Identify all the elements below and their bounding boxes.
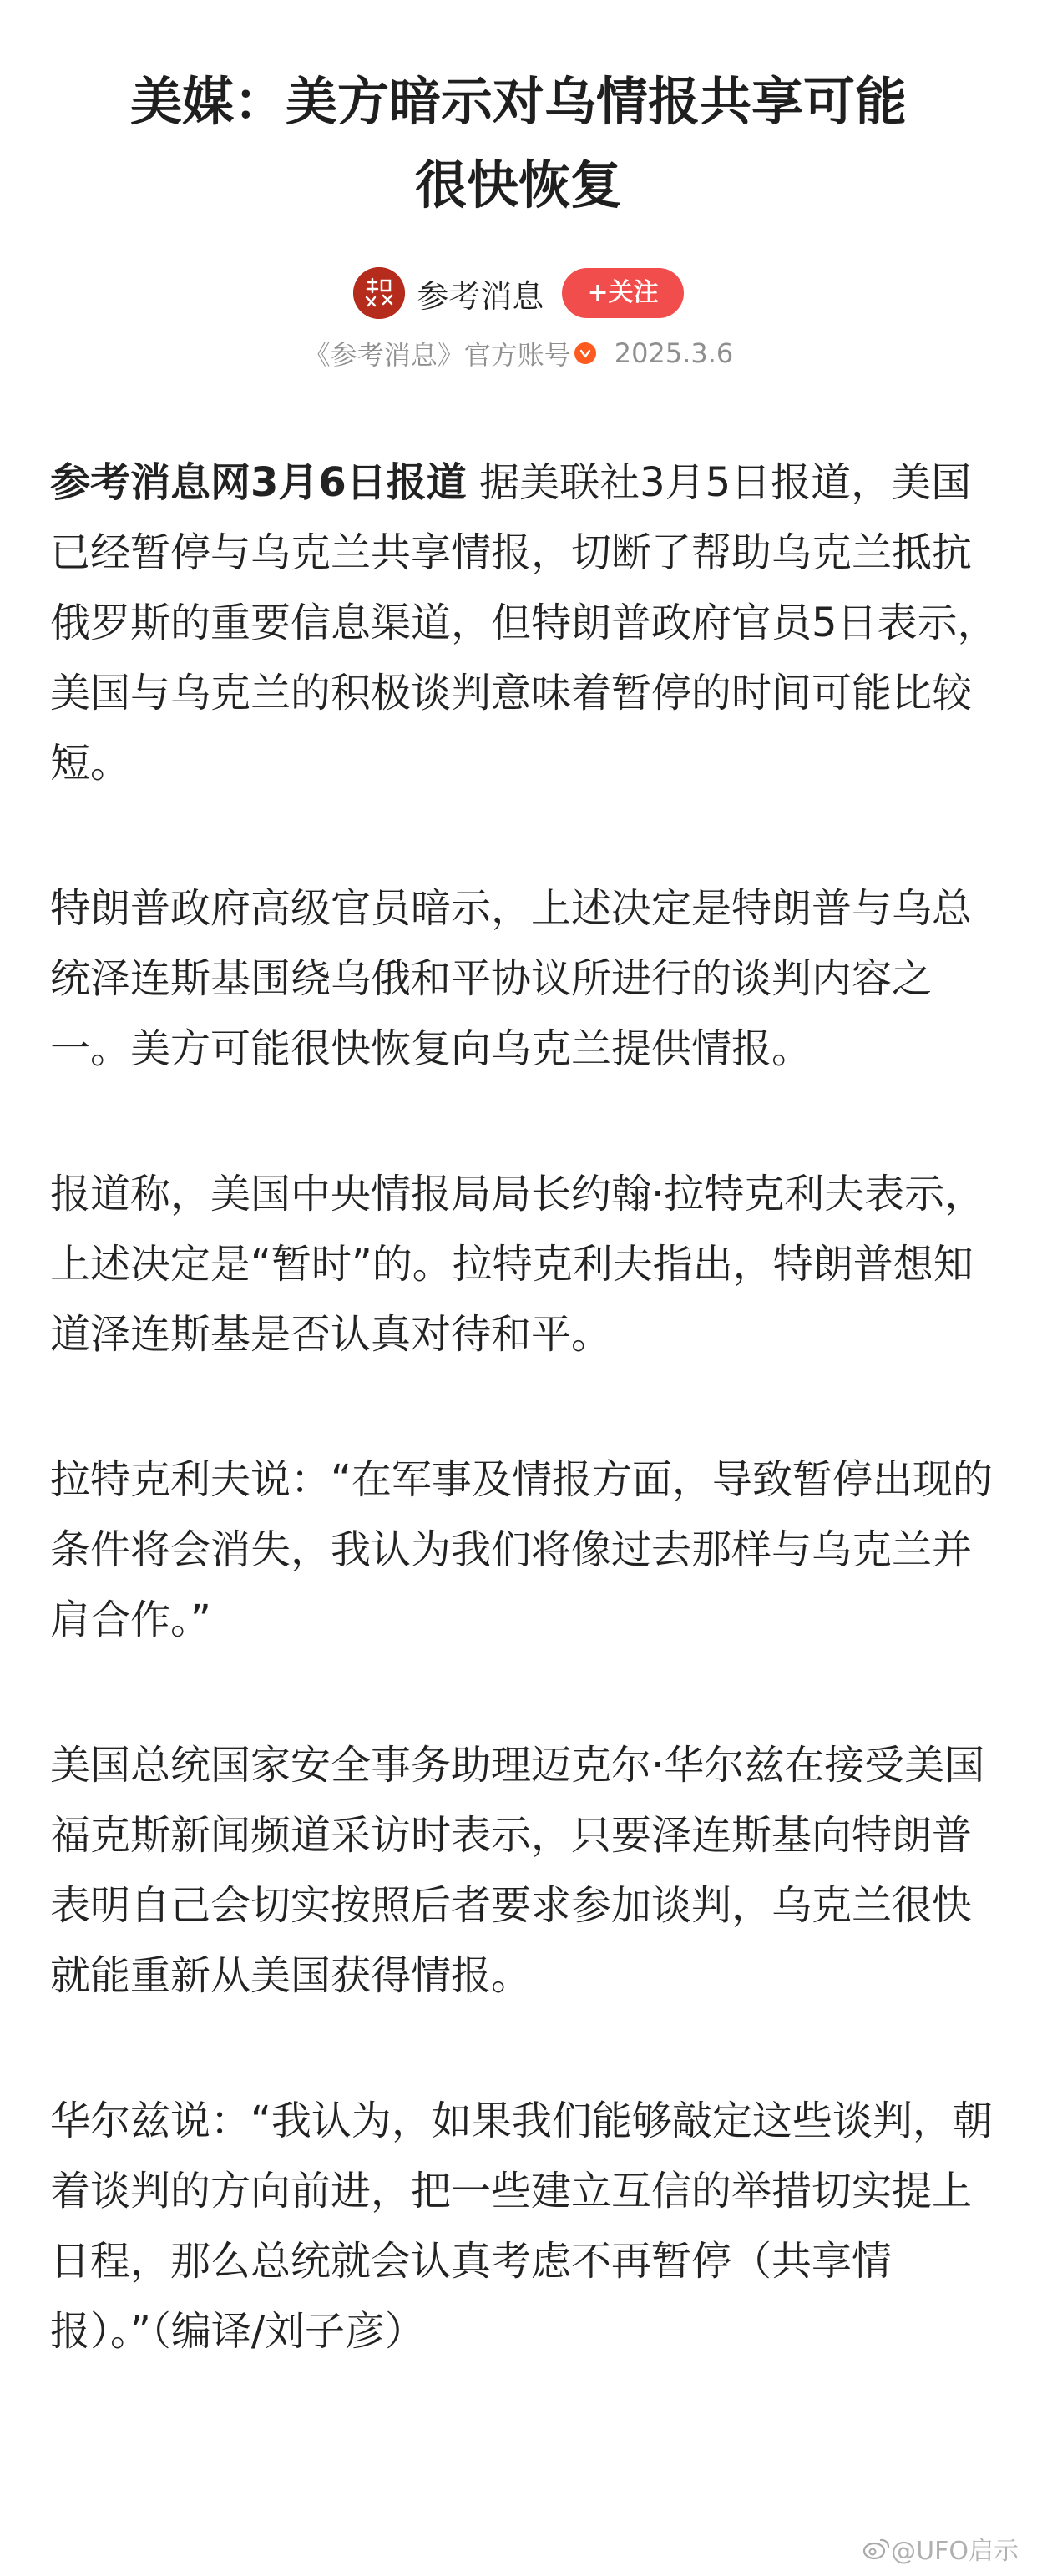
watermark-text: @UFO启示 bbox=[891, 2537, 1019, 2566]
watermark bbox=[862, 2530, 1019, 2567]
paragraph: 美国总统国家安全事务助理迈克尔·华尔兹在接受美国福克斯新闻频道采访时表示，只要泽连斯基向特朗普表明自己会切实按照后者要求参加谈判，乌克兰很快就能重新从美国获得情报。 bbox=[50, 1742, 985, 1999]
logo-icon bbox=[353, 267, 405, 319]
paragraph bbox=[50, 448, 1002, 798]
paragraph: 华尔兹说：“我认为，如果我们能够敲定这些谈判，朝着谈判的方向前进，把一些建立互信的举措切实提上日程，那么总统就会认真考虑不再暂停（共享情报）。”（编译/刘子彦） bbox=[50, 2098, 993, 2355]
verified-icon bbox=[574, 342, 596, 364]
paragraph: 拉特克利夫说：“在军事及情报方面，导致暂停出现的条件将会消失，我认为我们将像过去那样与乌克兰并肩合作。” bbox=[50, 1456, 993, 1643]
article-title: 美媒：美方暗示对乌情报共享可能很快恢复 bbox=[129, 71, 907, 215]
paragraph-text: 据美联社3月5日报道，美国已经暂停与乌克兰共享情报，切断了帮助乌克兰抵抗俄罗斯的重要信息渠道，但特朗普政府官员5日表示，美国与乌克兰的积极谈判意味着暂停的时间可能比较短。 bbox=[50, 459, 998, 787]
paragraph: 特朗普政府高级官员暗示，上述决定是特朗普与乌总统泽连斯基围绕乌俄和平协议所进行的谈判内容之一。美方可能很快恢复向乌克兰提供情报。 bbox=[50, 885, 973, 1072]
article-meta bbox=[0, 332, 1037, 374]
author-name[interactable]: 参考消息 bbox=[417, 277, 544, 315]
author-avatar[interactable] bbox=[353, 267, 405, 319]
author-row bbox=[0, 266, 1037, 321]
article-body bbox=[50, 448, 1002, 2366]
account-info: 《参考消息》官方账号 bbox=[303, 339, 571, 371]
publish-date: 2025.3.6 bbox=[614, 337, 734, 369]
weibo-icon bbox=[862, 2537, 891, 2560]
paragraph: 报道称，美国中央情报局局长约翰·拉特克利夫表示，上述决定是“暂时”的。拉特克利夫指出，特朗普想知道泽连斯基是否认真对待和平。 bbox=[50, 1171, 985, 1358]
dateline: 参考消息网3月6日报道 bbox=[50, 459, 467, 506]
follow-button[interactable]: +关注 bbox=[562, 268, 683, 318]
